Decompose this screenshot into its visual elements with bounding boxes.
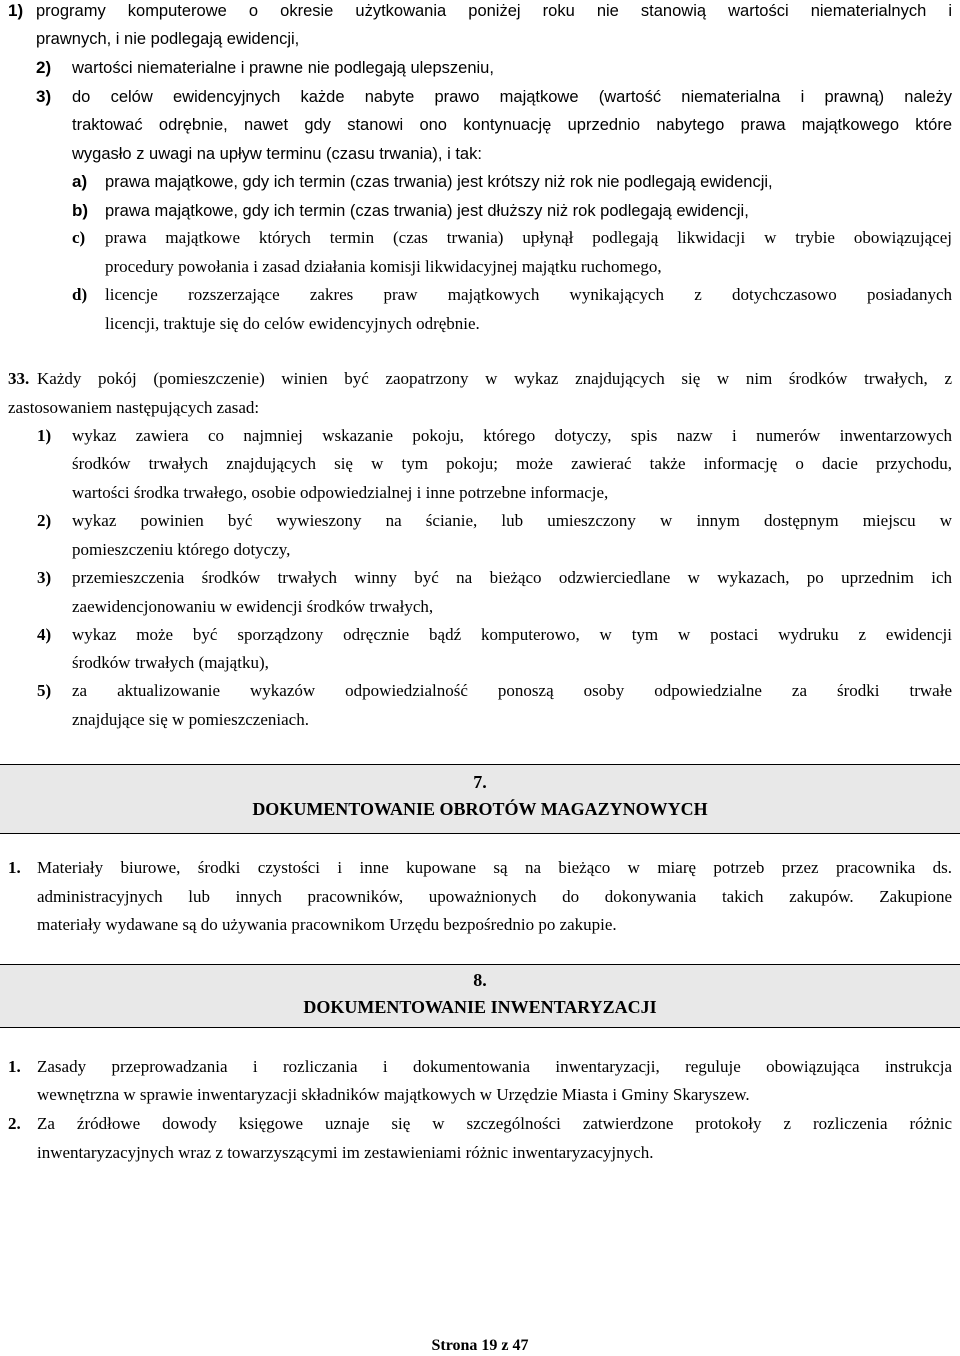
list-item-text: za aktualizowanie wykazów odpowiedzialność ponoszą osoby odpowiedzialne za środki trwałe: [72, 681, 952, 700]
chapter-title: DOKUMENTOWANIE INWENTARYZACJI: [303, 997, 657, 1017]
chapter-heading-box: [0, 964, 960, 1028]
section-text: zastosowaniem następujących zasad:: [8, 398, 260, 417]
sublist-item-text: prawa majątkowe, gdy ich termin (czas trwania) jest krótszy niż rok nie podlegają ewidencji,: [105, 173, 773, 191]
paragraph-text: materiały wydawane są do używania pracownikom Urzędu bezpośrednio po zakupie.: [37, 915, 617, 934]
list-item-text: wykaz powinien być wywieszony na ścianie, lub umieszczony w innym dostępnym miejscu w: [72, 511, 952, 530]
paragraph-text: wewnętrzna w sprawie inwentaryzacji składników majątkowych w Urzędzie Miasta i Gminy Skaryszew.: [37, 1085, 750, 1104]
paragraph-text: Zasady przeprowadzania i rozliczania i dokumentowania inwentaryzacji, reguluje obowiązująca instrukcja: [37, 1057, 952, 1076]
list-item-text: do celów ewidencyjnych każde nabyte prawo majątkowe (wartość niematerialna i prawną) należy: [72, 88, 952, 106]
section-number: 33.: [8, 369, 30, 388]
list-number: 5): [37, 681, 52, 700]
list-item-text: programy komputerowe o okresie użytkowania poniżej roku nie stanowią wartości niematerialnych i: [36, 2, 952, 20]
list-item-text: pomieszczeniu którego dotyczy,: [72, 540, 291, 559]
chapter-title: DOKUMENTOWANIE OBROTÓW MAGAZYNOWYCH: [252, 799, 708, 819]
sublist-letter: a): [72, 172, 88, 191]
list-item-text: prawnych, i nie podlegają ewidencji,: [36, 30, 300, 48]
list-item-text: wygasło z uwagi na upływ terminu (czasu trwania), i tak:: [72, 145, 482, 163]
paragraph-number: 1.: [8, 858, 21, 877]
list-number: 1): [8, 1, 24, 20]
sublist-letter: b): [72, 201, 89, 220]
sublist-letter: c): [72, 228, 86, 247]
list-number: 2): [37, 511, 52, 530]
paragraph-text: Za źródłowe dowody księgowe uznaje się w szczególności zatwierdzone protokoły z rozliczenia różnic: [37, 1114, 952, 1133]
page-footer: Strona 19 z 47: [431, 1337, 529, 1354]
list-item-text: wykaz zawiera co najmniej wskazanie pokoju, którego dotyczy, spis nazw i numerów inwentarzowych: [72, 426, 952, 445]
paragraph-text: Materiały biurowe, środki czystości i inne kupowane są na bieżąco w miarę potrzeb przez pracownika ds.: [37, 858, 952, 877]
list-item-text: środków trwałych znajdujących się w tym pokoju; może zawierać także informację o dacie przychodu,: [72, 454, 952, 473]
paragraph-number: 1.: [8, 1057, 21, 1076]
chapter-number: 7.: [473, 772, 487, 792]
list-number: 4): [37, 625, 52, 644]
list-number: 1): [37, 426, 52, 445]
list-number: 3): [37, 568, 52, 587]
chapter-number: 8.: [473, 970, 487, 990]
list-item-text: środków trwałych (majątku),: [72, 653, 269, 672]
paragraph-text: administracyjnych lub innych pracowników, upoważnionych do dokonywania takich zakupów. Zakupione: [37, 887, 952, 906]
sublist-item-text: licencje rozszerzające zakres praw majątkowych wynikających z dotychczasowo posiadanych: [105, 285, 952, 304]
paragraph-text: inwentaryzacyjnych wraz z towarzyszącymi im zestawieniami różnic inwentaryzacyjnych.: [37, 1143, 654, 1162]
list-number: 2): [36, 58, 52, 77]
list-item-text: zaewidencjonowaniu w ewidencji środków trwałych,: [72, 597, 434, 616]
list-item-text: wykaz może być sporządzony odręcznie bądź komputerowo, w tym w postaci wydruku z ewidencji: [72, 625, 952, 644]
list-item-text: traktować odrębnie, nawet gdy stanowi ono kontynuację uprzednio nabytego prawa majątkowego które: [72, 116, 952, 134]
section-text: Każdy pokój (pomieszczenie) winien być zaopatrzony w wykaz znajdujących się w nim środków trwałych, z: [37, 369, 952, 388]
list-item-text: znajdujące się w pomieszczeniach.: [72, 710, 309, 729]
list-item-text: wartości środka trwałego, osobie odpowiedzialnej i inne potrzebne informacje,: [72, 483, 609, 502]
list-item-text: przemieszczenia środków trwałych winny być na bieżąco odzwierciedlane w wykazach, po uprzednim ich: [72, 568, 952, 587]
sublist-item-text: procedury powołania i zasad działania komisji likwidacyjnej majątku ruchomego,: [105, 257, 662, 276]
sublist-item-text: prawa majątkowe których termin (czas trwania) upłynął podlegają likwidacji w trybie obowiązującej: [105, 228, 952, 247]
chapter-heading-box: [0, 764, 960, 834]
list-item-text: wartości niematerialne i prawne nie podlegają ulepszeniu,: [72, 59, 494, 77]
sublist-item-text: prawa majątkowe, gdy ich termin (czas trwania) jest dłuższy niż rok podlegają ewidencji,: [105, 202, 749, 220]
sublist-letter: d): [72, 285, 88, 304]
list-number: 3): [36, 87, 52, 106]
paragraph-number: 2.: [8, 1114, 21, 1133]
sublist-item-text: licencji, traktuje się do celów ewidencyjnych odrębnie.: [105, 314, 480, 333]
